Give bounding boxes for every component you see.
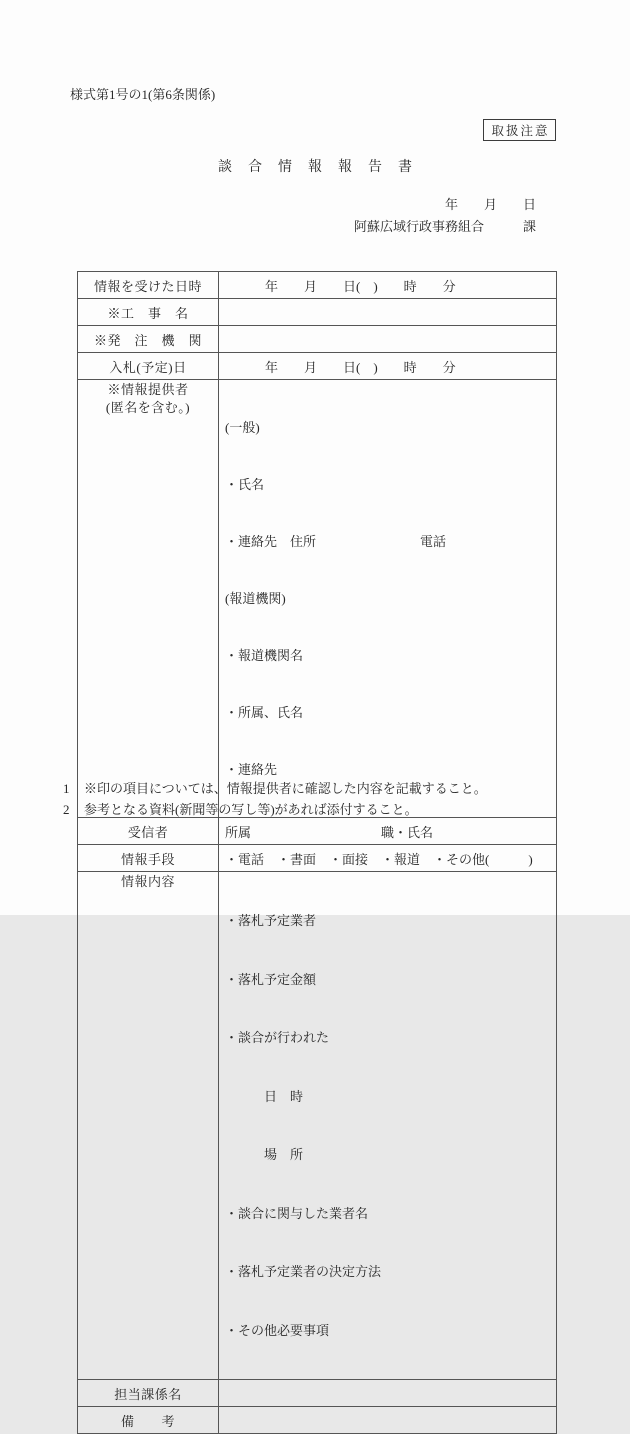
label-remarks: 備 考 [78,1407,219,1434]
row-info-content [78,872,557,1380]
handling-notice-label: 取扱注意 [491,124,550,138]
info-content-line: ・落札予定業者 [225,913,317,928]
informant-line: (報道機関) [225,591,286,606]
label-date-received: 情報を受けた日時 [78,272,219,299]
footnotes [63,779,487,820]
info-content-line: ・その他必要事項 [225,1322,330,1338]
informant-line: (一般) [225,420,260,435]
cell-bid-date: 年 月 日( ) 時 分 [219,353,557,380]
footnote-2 [63,800,487,821]
label-bid-date: 入札(予定)日 [78,353,219,380]
informant-line: ・氏名 [225,477,265,492]
label-info-method: 情報手段 [78,845,219,872]
cell-receiver: 所属 職・氏名 [219,818,557,845]
handling-notice-box [483,119,556,141]
footnote-1-number: 1 [63,781,70,796]
label-responsible-section: 担当課係名 [78,1380,219,1407]
footnote-1-text: ※印の項目については、情報提供者に確認した内容を記載すること。 [84,781,487,796]
info-content-line: ・談合に関与した業者名 [225,1205,369,1221]
info-content-line: 日 時 [225,1088,304,1104]
date-line: 年 月 日 [444,197,536,212]
info-content-line: ・落札予定金額 [225,971,317,987]
row-responsible-section [78,1380,557,1407]
cell-construction-name [219,299,557,326]
row-receiver [78,818,557,845]
informant-line: ・所属、氏名 [225,705,304,720]
cell-info-content [219,872,557,1380]
row-ordering-agency [78,326,557,353]
cell-info-method: ・電話 ・書面 ・面接 ・報道 ・その他( ) [219,845,557,872]
row-informant [78,380,557,818]
info-content-line: ・談合が行われた [225,1030,330,1045]
organization-line: 阿蘇広域行政事務組合 課 [353,219,536,234]
cell-ordering-agency [219,326,557,353]
label-ordering-agency: ※発 注 機 関 [78,326,219,353]
cell-responsible-section [219,1380,557,1407]
label-info-content-text: 情報内容 [120,874,175,889]
label-construction-name: ※工 事 名 [78,299,219,326]
row-bid-date [78,353,557,380]
info-content-line: ・落札予定業者の決定方法 [225,1264,382,1279]
label-info-content [78,872,219,1380]
footnote-2-number: 2 [63,801,70,817]
info-content-line: 場 所 [225,1147,304,1162]
cell-informant [219,380,557,818]
row-remarks [78,1407,557,1434]
row-info-method [78,845,557,872]
footnote-2-text: 参考となる資料(新聞等の写し等)があれば添付すること。 [84,801,418,817]
informant-line: ・報道機関名 [225,648,304,663]
label-receiver: 受信者 [78,818,219,845]
report-form-table [77,271,557,1434]
date-org-block [354,194,536,238]
footnote-1 [63,779,487,800]
cell-date-received: 年 月 日( ) 時 分 [219,272,557,299]
informant-line: ・連絡先 [225,762,278,777]
label-informant [78,380,219,818]
informant-line: ・連絡先 住所 電話 [225,534,447,549]
form-code: 様式第1号の1(第6条関係) [70,87,216,102]
label-informant-line1: ※情報提供者 [107,382,189,397]
row-date-received [78,272,557,299]
cell-remarks [219,1407,557,1434]
document-title: 談合情報報告書 [218,160,428,175]
label-informant-line2: (匿名を含む。) [105,400,191,415]
row-construction-name [78,299,557,326]
